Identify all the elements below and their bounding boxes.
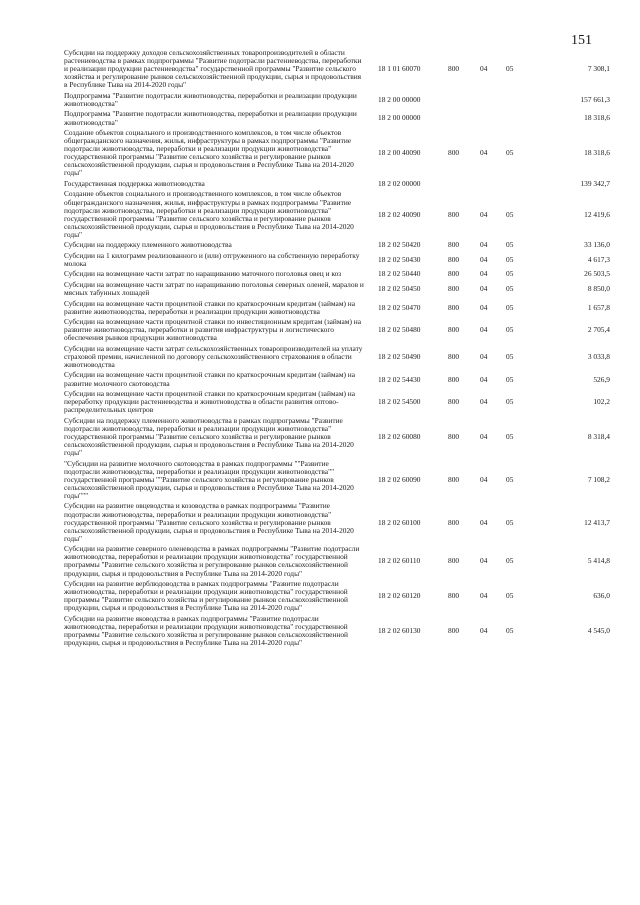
row-name: Субсидии на развитие овцеводства и козоводства в рамках подпрограммы "Развитие подотрасли животноводства, переработки и реализации продукции животноводства" государственной программы "Развитие сельского хозяйства и регулирование рынков сельскохозяйственной продукции, сырья и продовольствия в Республике Тыва на 2014-2020 годы" [64, 501, 354, 543]
row-section: 04 [480, 625, 488, 635]
table-row [64, 389, 610, 416]
row-ministry: 800 [448, 351, 460, 361]
row-ministry [448, 91, 480, 110]
row-name: Субсидии на возмещение части процентной ставки по краткосрочным кредитам (займам) на развитие животноводства, переработки и реализации продукции животноводства [64, 298, 356, 316]
row-code: 18 2 02 60130 [378, 625, 421, 635]
table-row [64, 614, 610, 649]
budget-table [64, 48, 610, 649]
table-row [64, 189, 610, 240]
row-amount: 102,2 [593, 397, 610, 407]
row-code: 18 2 02 60110 [378, 556, 421, 566]
table-row [64, 344, 610, 371]
row-section: 04 [480, 374, 488, 384]
row-name: Субсидии на возмещение части процентной ставки по краткосрочным кредитам (займам) на переработку продукции растениеводства и животноводства в области развития оптово-распределительных центров [64, 389, 356, 415]
table-row [64, 109, 610, 128]
table-row [64, 299, 610, 318]
row-ministry: 800 [448, 474, 460, 484]
row-amount: 18 318,6 [584, 113, 610, 123]
row-ministry: 800 [448, 64, 460, 74]
row-ministry: 800 [448, 269, 460, 279]
row-subsection: 05 [506, 374, 514, 384]
row-amount: 157 661,3 [580, 94, 610, 104]
row-amount: 2 705,4 [587, 325, 610, 335]
row-ministry: 800 [448, 240, 460, 250]
row-amount: 8 318,4 [587, 431, 610, 441]
row-section: 04 [480, 302, 488, 312]
row-code: 18 2 02 50470 [378, 302, 421, 312]
row-amount: 4 545,0 [587, 625, 610, 635]
page-number: 151 [571, 33, 592, 48]
row-ministry: 800 [448, 374, 460, 384]
row-subsection: 05 [506, 556, 514, 566]
row-section: 04 [480, 64, 488, 74]
row-section: 04 [480, 325, 488, 335]
row-name: Государственная поддержка животноводства [64, 178, 205, 188]
row-code: 18 2 02 60120 [378, 591, 421, 601]
row-amount: 12 413,7 [584, 517, 610, 527]
table-row [64, 317, 610, 344]
row-ministry: 800 [448, 431, 460, 441]
row-section [480, 109, 506, 128]
row-subsection [506, 91, 542, 110]
row-code: 18 2 02 50440 [378, 269, 421, 279]
row-subsection: 05 [506, 209, 514, 219]
row-subsection: 05 [506, 325, 514, 335]
table-row [64, 370, 610, 389]
row-ministry: 800 [448, 625, 460, 635]
row-subsection [506, 179, 542, 189]
row-name: Субсидии на поддержку племенного животноводства [64, 240, 232, 250]
row-name: Создание объектов социального и производственного комплексов, в том числе объектов общегражданского назначения, жилья, инфраструктуры в рамках подпрограммы "Развитие подотрасли животноводства, переработки и реализации продукции животноводства" государственной программы "Развитие сельского хозяйства и регулирование рынков сельскохозяйственной продукции, сырья и продовольствия в Республике Тыва на 2014-2020 годы" [64, 128, 354, 178]
row-name: Субсидии на возмещение части затрат сельскохозяйственных товаропроизводителей на уплату страховой премии, начисленной по договору сельскохозяйственного страхования в области животноводства [64, 343, 363, 369]
row-ministry: 800 [448, 556, 460, 566]
row-section: 04 [480, 284, 488, 293]
row-ministry [448, 109, 480, 128]
table-row [64, 579, 610, 614]
row-subsection: 05 [506, 591, 514, 601]
budget-table-body [64, 48, 610, 649]
row-amount: 7 308,1 [587, 64, 610, 74]
table-row [64, 544, 610, 579]
table-row [64, 280, 610, 299]
row-name: Субсидии на возмещение части процентной ставки по инвестиционным кредитам (займам) на развитие животноводства, переработки и развития инфраструктуры и логистического обеспечения рынков продукции животноводства [64, 317, 361, 343]
row-section: 04 [480, 209, 488, 219]
row-subsection: 05 [506, 474, 514, 484]
row-section: 04 [480, 556, 488, 566]
row-subsection: 05 [506, 431, 514, 441]
table-row [64, 179, 610, 189]
row-code: 18 2 02 60080 [378, 431, 421, 441]
row-section: 04 [480, 240, 488, 250]
table-row [64, 416, 610, 459]
row-name: Субсидии на развитие яководства в рамках подпрограммы "Развитие подотрасли животноводства, переработки и реализации продукции животноводства" государственной программы "Развитие сельского хозяйства и регулирование рынков сельскохозяйственной продукции, сырья и продовольствия в Республике Тыва на 2014-2020 годы" [64, 613, 348, 648]
row-amount: 12 419,6 [584, 209, 610, 219]
row-code: 18 2 00 40090 [378, 148, 421, 158]
row-name: "Субсидии на развитие молочного скотоводства в рамках подпрограммы ""Развитие подотрасли животноводства, переработки и реализации продукции животноводства"" государственной программы ""Развитие сельского хозяйства и регулирование рынков сельскохозяйственной продукции, сырья и продовольствия в Республике Тыва на 2014-2020 годы""" [64, 458, 354, 500]
row-subsection: 05 [506, 254, 514, 264]
row-subsection: 05 [506, 351, 514, 361]
row-code: 18 1 01 60070 [378, 64, 421, 74]
row-code: 18 2 02 00000 [378, 178, 421, 188]
row-amount: 7 108,2 [587, 474, 610, 484]
row-code: 18 2 02 54430 [378, 374, 421, 384]
row-name: Субсидии на 1 килограмм реализованного и (или) отгруженного на собственную переработку молока [64, 250, 360, 268]
row-ministry: 800 [448, 397, 460, 407]
row-ministry: 800 [448, 302, 460, 312]
row-code: 18 2 02 50430 [378, 254, 421, 264]
table-row [64, 459, 610, 502]
table-row [64, 269, 610, 279]
row-ministry: 800 [448, 284, 460, 293]
row-amount: 8 850,0 [587, 284, 610, 293]
row-ministry: 800 [448, 591, 460, 601]
row-section [480, 179, 506, 189]
row-ministry: 800 [448, 254, 460, 264]
row-subsection [506, 109, 542, 128]
row-name: Субсидии на развитие северного оленеводства в рамках подпрограммы "Развитие подотрасли животноводства, переработки и реализации продукции животноводства" государственной программы "Развитие сельского хозяйства и регулирование рынков сельскохозяйственной продукции, сырья и продовольствия в Республике Тыва на 2014-2020 годы" [64, 544, 360, 578]
row-subsection: 05 [506, 397, 514, 407]
row-name: Субсидии на возмещение части затрат по наращиванию маточного поголовья овец и коз [64, 269, 342, 279]
row-subsection: 05 [506, 625, 514, 635]
table-row [64, 128, 610, 179]
row-subsection: 05 [506, 64, 514, 74]
row-subsection: 05 [506, 148, 514, 158]
row-section: 04 [480, 591, 488, 601]
row-code: 18 2 02 50450 [378, 284, 421, 293]
row-amount: 1 657,8 [587, 302, 610, 312]
row-section: 04 [480, 431, 488, 441]
row-amount: 3 033,8 [587, 351, 610, 361]
row-name: Субсидии на возмещение части затрат по наращиванию поголовья северных оленей, маралов и мясных табунных лошадей [64, 279, 364, 298]
table-row [64, 48, 610, 91]
row-amount: 636,0 [593, 591, 610, 601]
row-code: 18 2 02 60090 [378, 474, 421, 484]
row-amount: 526,9 [593, 374, 610, 384]
table-row [64, 251, 610, 270]
row-ministry: 800 [448, 209, 460, 219]
row-name: Субсидии на поддержку доходов сельскохозяйственных товаропроизводителей в области растениеводства в рамках подпрограммы "Развитие подотрасли растениеводства, переработки и реализации продукции растениеводства" государственной программы "Развитие сельского хозяйства и регулирование рынков сельскохозяйственной продукции, сырья и продовольствия в Республике Тыва на 2014-2020 годы" [64, 48, 362, 90]
row-subsection: 05 [506, 240, 514, 250]
row-amount: 33 136,0 [584, 240, 610, 250]
row-ministry: 800 [448, 517, 460, 527]
row-ministry [448, 179, 480, 189]
row-name: Субсидии на возмещение части процентной ставки по краткосрочным кредитам (займам) на развитие молочного скотоводства [64, 370, 356, 388]
row-code: 18 2 02 50490 [378, 351, 421, 361]
row-amount: 4 617,3 [587, 254, 610, 264]
row-subsection: 05 [506, 284, 514, 293]
row-code: 18 2 02 50420 [378, 240, 421, 250]
row-section: 04 [480, 517, 488, 527]
row-section: 04 [480, 397, 488, 407]
row-amount: 18 318,6 [584, 148, 610, 158]
row-section: 04 [480, 148, 488, 158]
row-name: Субсидии на развитие верблюдоводства в рамках подпрограммы "Развитие подотрасли животноводства, переработки и реализации продукции животноводства" государственной программы "Развитие сельского хозяйства и регулирование рынков сельскохозяйственной продукции, сырья и продовольствия в Республике Тыва на 2014-2020 годы" [64, 579, 348, 613]
row-subsection: 05 [506, 517, 514, 527]
row-name: Создание объектов социального и производственного комплексов, в том числе объектов общегражданского назначения, жилья, инфраструктуры в рамках подпрограммы "Развитие подотрасли животноводства, переработки и реализации продукции животноводства" государственной программы "Развитие сельского хозяйства и регулирование рынков сельскохозяйственной продукции, сырья и продовольствия в Республике Тыва на 2014-2020 годы" [64, 189, 354, 239]
row-code: 18 2 02 50480 [378, 325, 421, 335]
table-row [64, 240, 610, 250]
row-ministry: 800 [448, 148, 460, 158]
row-code: 18 2 02 40090 [378, 209, 421, 219]
row-section: 04 [480, 269, 488, 279]
row-amount: 139 342,7 [580, 178, 610, 188]
row-name: Подпрограмма "Развитие подотрасли животноводства, переработки и реализации продукции животноводства" [64, 109, 357, 127]
row-amount: 5 414,8 [587, 556, 610, 566]
table-row [64, 501, 610, 544]
row-code: 18 2 02 60100 [378, 517, 421, 527]
row-section [480, 91, 506, 110]
row-amount: 26 503,5 [584, 269, 610, 279]
row-section: 04 [480, 254, 488, 264]
table-row [64, 91, 610, 110]
row-code: 18 2 02 54500 [378, 397, 421, 407]
row-subsection: 05 [506, 302, 514, 312]
row-section: 04 [480, 351, 488, 361]
row-code: 18 2 00 00000 [378, 113, 421, 123]
row-subsection: 05 [506, 269, 514, 279]
row-name: Подпрограмма "Развитие подотрасли животноводства, переработки и реализации продукции животноводства" [64, 90, 357, 108]
row-code: 18 2 00 00000 [378, 94, 421, 104]
row-name: Субсидии на поддержку племенного животноводства в рамках подпрограммы "Развитие подотрасли животноводства, переработки и реализации продукции животноводства" государственной программы "Развитие сельского хозяйства и регулирование рынков сельскохозяйственной продукции, сырья и продовольствия в Республике Тыва на 2014-2020 годы" [64, 415, 354, 458]
row-ministry: 800 [448, 325, 460, 335]
row-section: 04 [480, 474, 488, 484]
